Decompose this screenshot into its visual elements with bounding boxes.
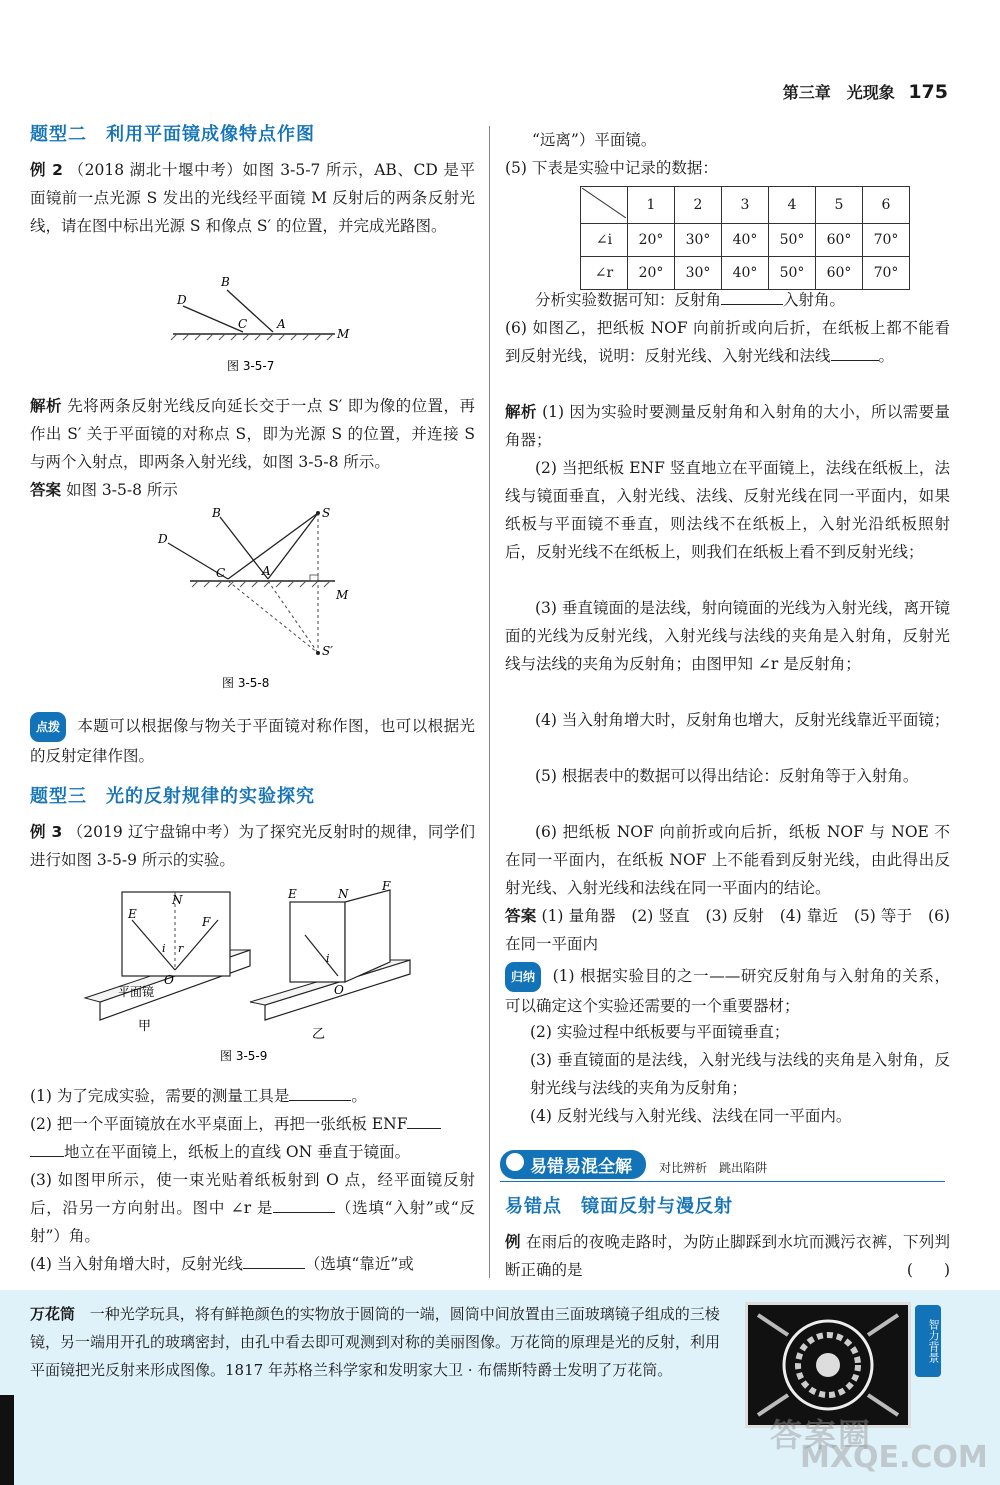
label-M: M [336,588,349,602]
analysis-item: (2) 当把纸板 ENF 竖直地立在平面镜上，法线在纸板上，法线与镜面垂直，入射光线、法线、反射光线在同一平面内，如果纸板与平面镜不垂直，则法线不在纸板上，入射光沿纸板照射后，反射光线不在纸板上，则我们在纸板上看不到反射光线； [505,459,950,561]
table-cell: ∠r [581,257,628,290]
answer-blank[interactable] [289,1084,351,1101]
answer-blank[interactable] [831,344,879,361]
table-cell: 60° [816,224,863,257]
question-5-conclusion [535,286,950,314]
answer-text: 如图 3-5-8 所示 [65,481,178,499]
figure-caption: 图 3-5-8 [222,676,270,690]
label-F: F [202,915,211,929]
label-i: i [326,952,330,965]
summary-item: (1) 根据实验目的之一——研究反射角与入射角的关系，可以确定这个实验还需要的一个重要器材； [505,967,950,1015]
label-N: N [172,893,183,907]
label-A: A [262,564,271,578]
tip-tag: 点拨 [30,712,66,742]
answer-blank[interactable] [243,1252,305,1269]
question-text: (2) 把一个平面镜放在水平桌面上，再把一张纸板 ENF [30,1115,408,1133]
mirror-label: 平面镜 [118,985,155,999]
section-title-2: 题型二 利用平面镜成像特点作图 [30,124,315,145]
table-header-row [581,187,910,224]
answer-1 [30,476,475,504]
summary-item: (4) 反射光线与入射光线、法线在同一平面内。 [530,1107,852,1125]
label-N: N [338,887,349,901]
analysis-item: (5) 根据表中的数据可以得出结论：反射角等于入射角。 [535,767,919,785]
page-header [783,80,948,103]
error-example [505,1228,950,1284]
summary-block [505,962,950,1020]
question-text: 。 [878,347,895,365]
table-cell: 70° [863,257,910,290]
banner-subtitle: 对比辨析 跳出陷阱 [659,1161,768,1175]
label-yi: 乙 [312,1027,326,1042]
question-1: (1) 为了完成实验，需要的测量工具是 。 [30,1082,475,1110]
answer-blank[interactable] [721,288,783,305]
table-cell: 40° [722,224,769,257]
table-cell: 30° [675,224,722,257]
question-6 [505,314,950,370]
figure-caption: 图 3-5-7 [227,359,275,373]
table-header-cell: 6 [863,187,910,224]
label-A: A [277,317,286,331]
label-E: E [128,907,137,921]
footer-body: 一种光学玩具，将有鲜艳颜色的实物放于圆筒的一端，圆筒中间放置由三面玻璃镜子组成的三棱镜，另一端用开孔的玻璃密封，由孔中看去即可观测到对称的美丽图像。万花筒的原理是光的反射，利用平面镜把光反射来形成图像。1817 年苏格兰科学家和发明家大卫 · 布儒斯特爵士发明了万花筒。 [30,1305,721,1379]
label-S: S [322,506,331,520]
example-label: 例 2 [30,161,63,179]
question-text: 分析实验数据可知：反射角 [535,291,722,309]
table-header-cell: 4 [769,187,816,224]
example-text: 在雨后的夜晚走路时，为防止脚踩到水坑而溅污衣裤，下列判断正确的是 [505,1233,950,1279]
answer-2 [505,902,950,958]
table-cell: 20° [628,257,675,290]
answer-label: 答案 [30,481,62,499]
speaker-icon [506,1153,524,1171]
question-text: (1) 为了完成实验，需要的测量工具是 [30,1087,290,1105]
page-number: 175 [908,81,948,103]
question-4 [30,1250,475,1278]
table-row [581,257,910,290]
summary-item: (2) 实验过程中纸板要与平面镜垂直； [530,1023,790,1041]
table-cell: ∠i [581,224,628,257]
question-2 [30,1110,475,1166]
question-text: 入射角。 [783,291,846,309]
figure-caption: 图 3-5-9 [220,1049,268,1063]
table-header-cell: 2 [675,187,722,224]
label-S-prime: S′ [322,644,333,658]
table-cell: 50° [769,224,816,257]
figure-3-5-9 [80,880,420,1070]
example-label: 例 3 [30,823,63,841]
label-F: F [382,880,391,893]
question-text: (6) 如图乙，把纸板 NOF 向前折或向后折，在纸板上都不能看到反射光线，说明：反射光线、入射光线和法线 [505,319,950,365]
figure-3-5-8 [150,505,370,695]
answer-blank[interactable] [273,1196,335,1213]
analysis-2 [505,398,950,454]
answer-blank[interactable] [407,1112,441,1129]
table-row [581,224,910,257]
footer-text [30,1300,730,1384]
label-jia: 甲 [138,1019,152,1034]
analysis-label: 解析 [505,403,537,421]
analysis-1 [30,392,475,476]
label-r: r [178,942,184,955]
analysis-item: (6) 把纸板 NOF 向前折或向后折，纸板 NOF 与 NOE 不在同一平面内，在纸板 NOF 上不能看到反射光线，由此得出反射光线、入射光线和法线在同一平面内的结论。 [505,823,950,897]
label-E: E [288,887,297,901]
tip-block [30,712,475,770]
example-text: （2018 湖北十堰中考）如图 3-5-7 所示，AB、CD 是平面镜前一点光源 S 发出的光线经平面镜 M 反射后的两条反射光线，请在图中标出光源 S 和像点 S′ 的位置，并完成光路图。 [30,161,476,235]
table-cell: 50° [769,257,816,290]
data-table [580,186,910,290]
watermark-text: 答案圈 [770,1416,873,1454]
figure-3-5-7 [165,270,355,380]
summary-tag: 归纳 [505,962,541,992]
question-text: （选填“入射”或“反射”）角。 [30,1199,475,1245]
label-B: B [212,506,221,520]
error-point-title: 易错点 镜面反射与漫反射 [505,1196,733,1217]
banner-title-text: 易错易混全解 [530,1157,632,1177]
column-divider [489,126,490,1278]
question-text: （选填“靠近”或 [304,1255,414,1273]
analysis-item: (4) 当入射角增大时，反射角也增大，反射光线靠近平面镜； [535,711,950,729]
label-B: B [221,275,230,289]
example-2 [30,156,475,240]
question-3 [30,1166,475,1250]
question-text: 地立在平面镜上，纸板上的直线 ON 垂直于镜面。 [64,1143,411,1161]
watermark-url: MXQE.COM [800,1440,988,1475]
label-C: C [238,317,248,331]
section-title-3: 题型三 光的反射规律的实验探究 [30,786,315,807]
example-text: （2019 辽宁盘锦中考）为了探究光反射时的规律，同学们进行如图 3-5-9 所示的实验。 [30,823,475,869]
question-text: (3) 如图甲所示，使一束光贴着纸板射到 O 点，经平面镜反射后，沿另一方向射出。图中 ∠r 是 [30,1171,475,1217]
question-text: (4) 当入射角增大时，反射光线 [30,1255,243,1273]
answer-label: 答案 [505,907,537,925]
table-header-cell: 3 [722,187,769,224]
continued-text: “远离”）平面镜。 [532,131,657,149]
table-cell: 70° [863,224,910,257]
label-D: D [177,293,187,307]
table-cell: 20° [628,224,675,257]
tip-text: 本题可以根据像与物关于平面镜对称作图，也可以根据光的反射定律作图。 [30,717,475,765]
footer-title: 万花筒 [30,1305,76,1323]
analysis-item: (3) 垂直镜面的是法线，射向镜面的光线为入射光线，离开镜面的光线为反射光线，入射光线与法线的夹角是入射角，反射光线与法线的夹角为反射角；由图甲知 ∠r 是反射角； [505,599,950,673]
answer-text: (1) 量角器 (2) 竖直 (3) 反射 (4) 靠近 (5) 等于 (6) 在同一平面内 [505,907,950,953]
label-M: M [337,327,350,341]
analysis-label: 解析 [30,397,62,415]
banner-title [500,1150,646,1179]
sidebar-tag: 智力背景 [915,1305,941,1377]
label-O: O [164,973,174,987]
label-O: O [334,983,344,997]
example-label: 例 [505,1233,521,1251]
analysis-item: (1) 因为实验时要测量反射角和入射角的大小，所以需要量角器； [505,403,950,449]
summary-item: (3) 垂直镜面的是法线，入射光线与法线的夹角是入射角，反射光线与法线的夹角为反射角； [530,1051,950,1097]
label-D: D [158,532,168,546]
analysis-text: 先将两条反射光线反向延长交于一点 S′ 即为像的位置，再作出 S′ 关于平面镜的对称点 S，即为光源 S 的位置，并连接 S 与两个入射点，即两条入射光线，如图 3-5-8 所示。 [30,397,475,471]
answer-blank[interactable] [30,1140,64,1157]
label-C: C [216,566,226,580]
table-cell: 40° [722,257,769,290]
table-cell: 60° [816,257,863,290]
chapter-title: 第三章 光现象 [782,83,895,102]
example-3 [30,818,475,874]
answer-parentheses[interactable]: ( ) [906,1261,950,1279]
table-header-cell: 1 [628,187,675,224]
table-cell: 30° [675,257,722,290]
page-edge-shadow [0,1395,14,1485]
label-i: i [162,942,166,955]
section-banner [500,1150,945,1178]
table-corner-cell [581,187,628,224]
question-5: (5) 下表是实验中记录的数据： [505,159,718,177]
table-header-cell: 5 [816,187,863,224]
